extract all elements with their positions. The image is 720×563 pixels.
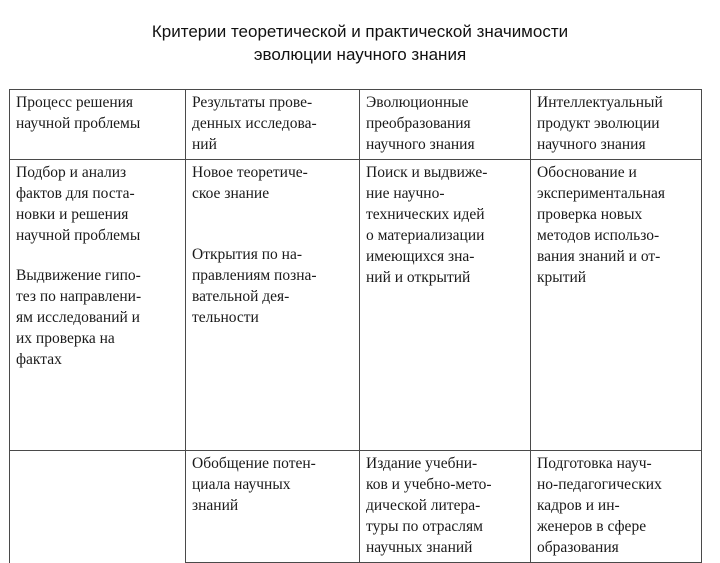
header-line: ний bbox=[192, 136, 217, 153]
results-cell bbox=[186, 451, 360, 563]
cell-line: Издание учебни- bbox=[366, 455, 478, 472]
product-cell bbox=[531, 160, 702, 451]
header-cell-transformations bbox=[360, 90, 531, 160]
header-line: Процесс решения bbox=[16, 94, 134, 111]
cell-line: знаний bbox=[192, 497, 239, 514]
cell-line: научных знаний bbox=[366, 539, 473, 556]
cell-line: крытий bbox=[537, 269, 587, 286]
table-row bbox=[10, 451, 702, 563]
cell-line: тельности bbox=[192, 309, 259, 326]
cell-line: вания знаний и от- bbox=[537, 248, 661, 265]
cell-line: Новое теоретиче- bbox=[192, 164, 308, 181]
cell-line: Подготовка науч- bbox=[537, 455, 652, 472]
cell-line: новки и решения bbox=[16, 206, 129, 223]
page-title bbox=[0, 20, 720, 66]
cell-line: женеров в сфере bbox=[537, 518, 647, 535]
results-cell bbox=[186, 160, 360, 451]
cell-line: тез по направлени- bbox=[16, 288, 142, 305]
cell-line: циала научных bbox=[192, 476, 291, 493]
cell-line: ское знание bbox=[192, 185, 270, 202]
cell-line: ям исследований и bbox=[16, 309, 140, 326]
cell-line: экспериментальная bbox=[537, 185, 665, 202]
cell-line: научной проблемы bbox=[16, 227, 141, 244]
product-cell bbox=[531, 451, 702, 563]
cell-line: Выдвижение гипо- bbox=[16, 267, 141, 284]
header-line: Интеллектуальный bbox=[537, 94, 663, 111]
cell-line: кадров и ин- bbox=[537, 497, 620, 514]
cell-line: ний и открытий bbox=[366, 269, 471, 286]
header-line: денных исследова- bbox=[192, 115, 317, 132]
cell-line: Открытия по на- bbox=[192, 246, 302, 263]
cell-line: Поиск и выдвиже- bbox=[366, 164, 488, 181]
title-line-2: эволюции научного знания bbox=[253, 45, 467, 64]
cell-line: имеющихся зна- bbox=[366, 248, 475, 265]
cell-line: фактов для поста- bbox=[16, 185, 135, 202]
header-line: преобразования bbox=[366, 115, 471, 132]
cell-line: Обобщение потен- bbox=[192, 455, 316, 472]
title-line-1: Критерии теоретической и практической значимости bbox=[151, 22, 569, 41]
process-cell bbox=[10, 160, 186, 451]
cell-line: но-педагогических bbox=[537, 476, 662, 493]
process-cell-continued bbox=[10, 451, 186, 563]
cell-line: вательной дея- bbox=[192, 288, 290, 305]
cell-line: проверка новых bbox=[537, 206, 643, 223]
table-row bbox=[10, 160, 702, 451]
cell-line: туры по отраслям bbox=[366, 518, 483, 535]
cell-line: о материализации bbox=[366, 227, 485, 244]
header-cell-process bbox=[10, 90, 186, 160]
cell-line: ков и учебно-мето- bbox=[366, 476, 492, 493]
cell-line: их проверка на bbox=[16, 330, 115, 347]
header-cell-product bbox=[531, 90, 702, 160]
header-line: научного знания bbox=[366, 136, 475, 153]
header-line: Эволюционные bbox=[366, 94, 469, 111]
header-row bbox=[10, 90, 702, 160]
cell-line: дической литера- bbox=[366, 497, 481, 514]
header-cell-results bbox=[186, 90, 360, 160]
transformations-cell bbox=[360, 451, 531, 563]
header-line: продукт эволюции bbox=[537, 115, 660, 132]
header-line: научной проблемы bbox=[16, 115, 141, 132]
cell-line: правлениям позна- bbox=[192, 267, 317, 284]
cell-line: Обоснование и bbox=[537, 164, 637, 181]
header-line: научного знания bbox=[537, 136, 646, 153]
cell-line: технических идей bbox=[366, 206, 485, 223]
cell-line: ние научно- bbox=[366, 185, 445, 202]
transformations-cell bbox=[360, 160, 531, 451]
cell-line: методов использо- bbox=[537, 227, 660, 244]
header-line: Результаты прове- bbox=[192, 94, 313, 111]
cell-line: Подбор и анализ bbox=[16, 164, 127, 181]
cell-line: фактах bbox=[16, 351, 62, 368]
criteria-table bbox=[9, 89, 702, 563]
cell-line: образования bbox=[537, 539, 619, 556]
